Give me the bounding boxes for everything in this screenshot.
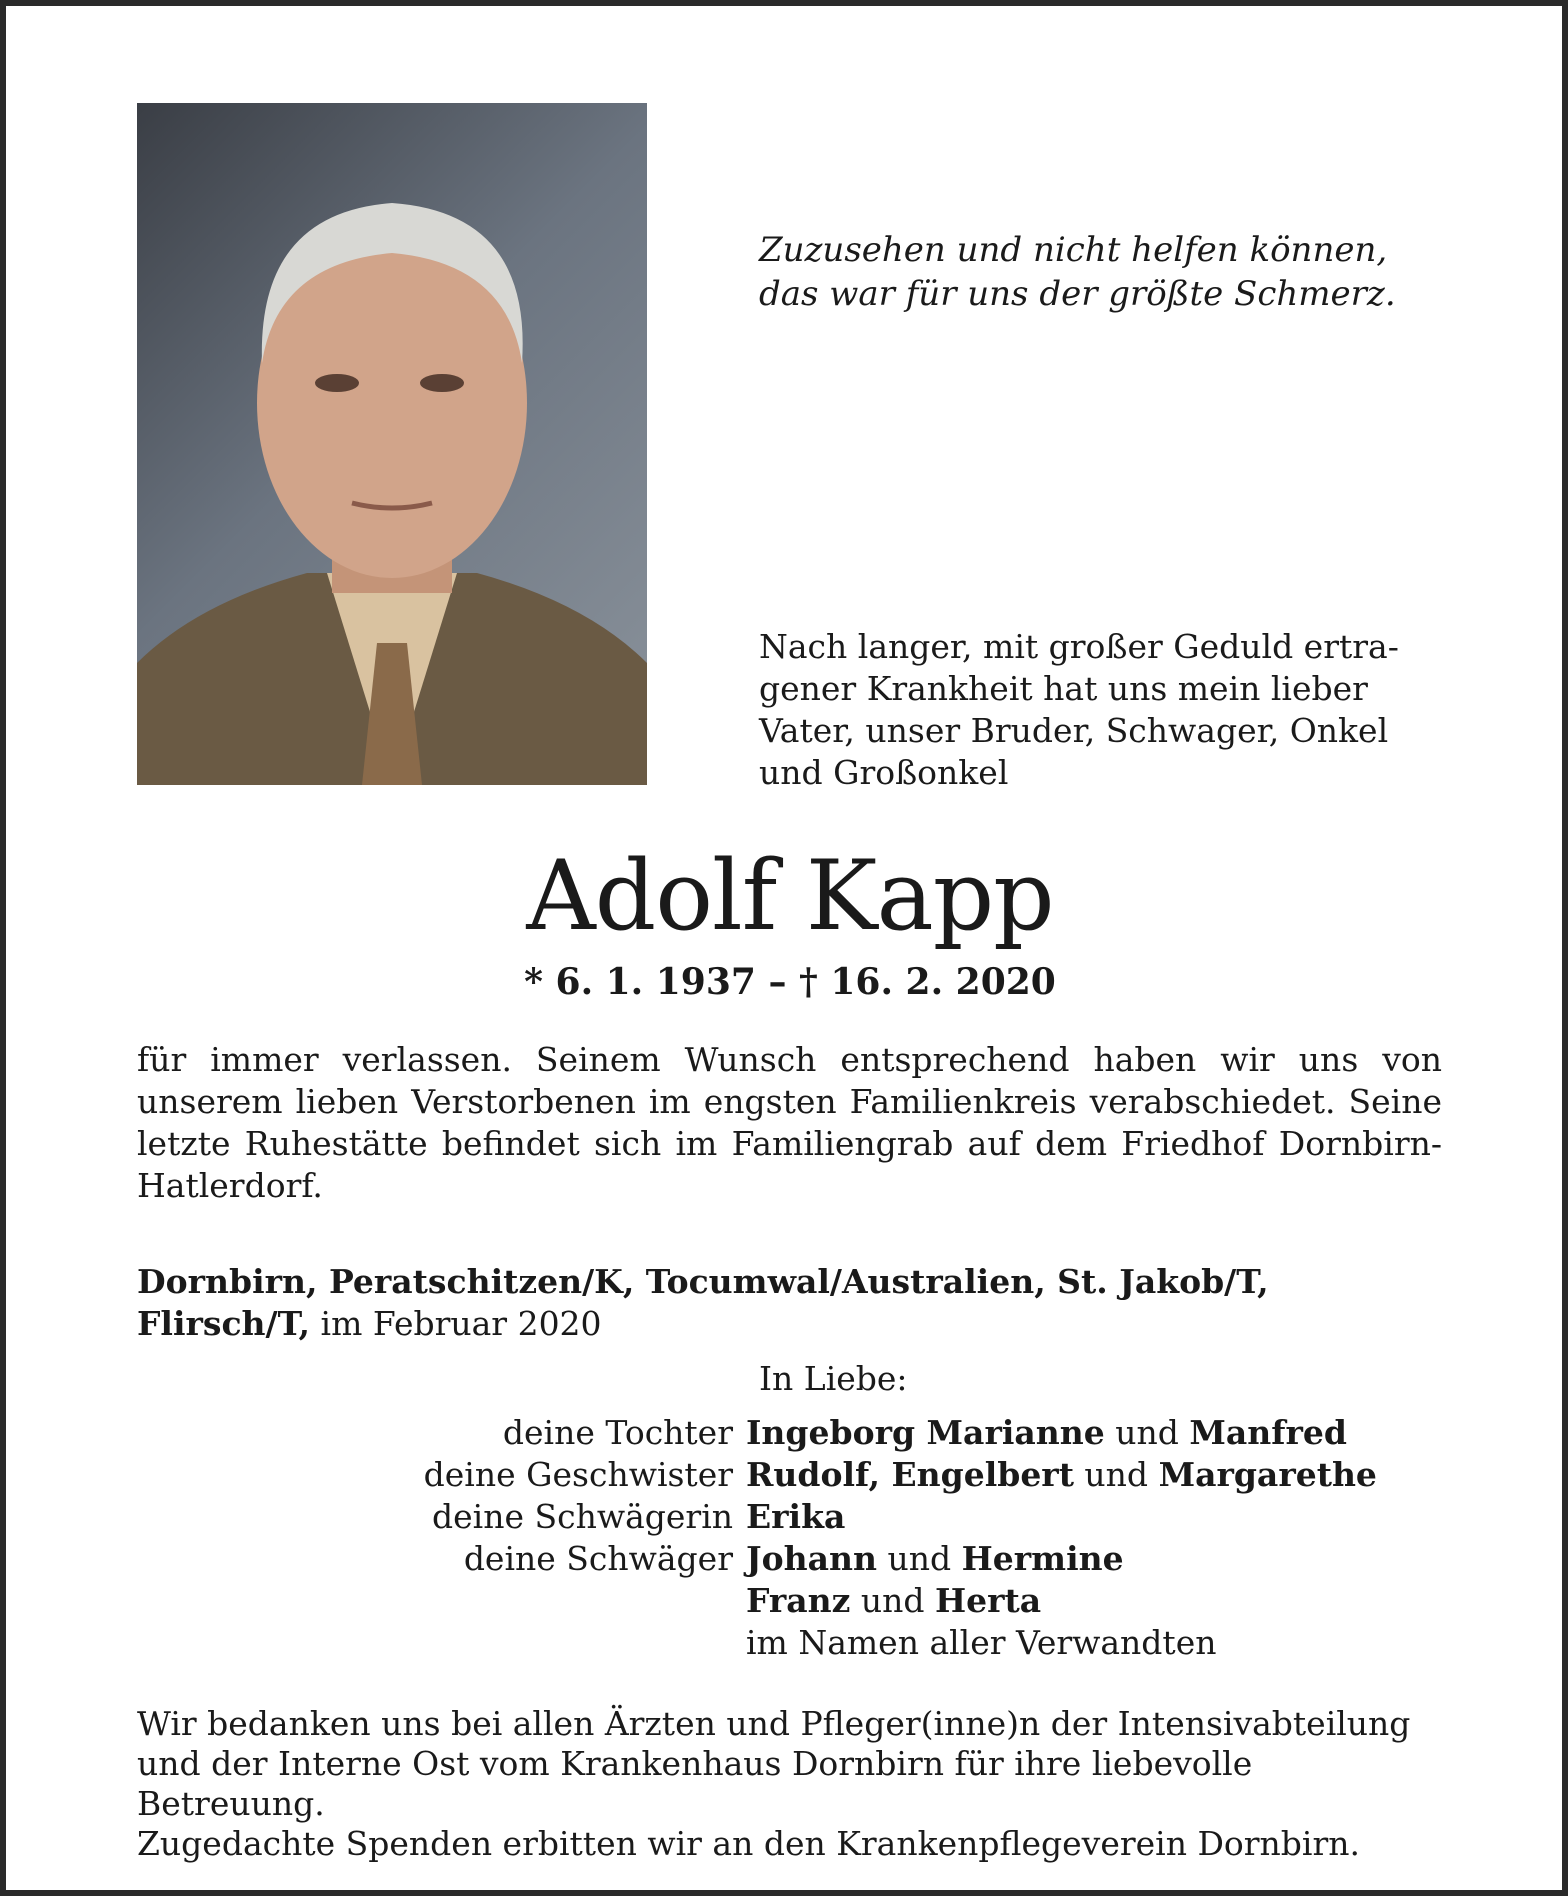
intro-line: und Großonkel bbox=[759, 753, 1009, 792]
family-row bbox=[6, 1496, 1377, 1538]
quote-line: das war für uns der größte Schmerz. bbox=[759, 274, 1396, 314]
family-name: Erika bbox=[746, 1497, 846, 1536]
family-list bbox=[6, 1412, 1377, 1664]
relation-label bbox=[6, 1622, 746, 1664]
places-bold: Flirsch/T, bbox=[137, 1304, 311, 1343]
family-name: Herta bbox=[934, 1581, 1042, 1620]
date-text: im Februar 2020 bbox=[310, 1304, 602, 1343]
family-name: Franz bbox=[746, 1581, 851, 1620]
in-liebe: In Liebe: bbox=[759, 1359, 908, 1398]
thanks-text bbox=[137, 1704, 1442, 1864]
places-bold: Dornbirn, Peratschitzen/K, Tocumwal/Australien, St. Jakob/T, bbox=[137, 1262, 1269, 1301]
places-line bbox=[137, 1261, 1269, 1345]
family-row bbox=[6, 1538, 1377, 1580]
relation-label: deine Geschwister bbox=[423, 1455, 733, 1494]
connector: und bbox=[1104, 1413, 1190, 1452]
family-row bbox=[6, 1580, 1377, 1622]
intro-line: gener Krankheit hat uns mein lieber bbox=[759, 669, 1368, 708]
intro-line: Nach langer, mit großer Geduld ertra- bbox=[759, 627, 1399, 666]
intro-line: Vater, unser Bruder, Schwager, Onkel bbox=[759, 711, 1389, 750]
portrait-photo bbox=[137, 103, 647, 785]
deceased-name: Adolf Kapp bbox=[526, 840, 1054, 952]
family-name: Ingeborg Marianne bbox=[746, 1413, 1105, 1452]
family-name: Hermine bbox=[961, 1539, 1124, 1578]
body-text: für immer verlassen. Seinem Wunsch entsprechend haben wir uns von unserem lieben Verstorbenen im engsten Familienkreis verabschiedet. Seine letzte Ruhestätte befindet sich im Familiengrab auf dem Friedhof Dornbirn-Hatlerdorf. bbox=[137, 1040, 1442, 1205]
relation-label: deine Schwäger bbox=[463, 1539, 733, 1578]
connector: und bbox=[1073, 1455, 1159, 1494]
quote-line: Zuzusehen und nicht helfen können, bbox=[759, 230, 1388, 270]
family-row bbox=[6, 1454, 1377, 1496]
family-name: Johann bbox=[746, 1539, 877, 1578]
family-name: Rudolf, Engelbert bbox=[746, 1455, 1074, 1494]
relation-label: deine Schwägerin bbox=[432, 1497, 733, 1536]
connector: und bbox=[877, 1539, 962, 1578]
family-row bbox=[6, 1412, 1377, 1454]
intro-paragraph bbox=[759, 626, 1442, 794]
thanks-line: Zugedachte Spenden erbitten wir an den Krankenpflegeverein Dornbirn. bbox=[137, 1824, 1360, 1863]
relation-label bbox=[6, 1580, 746, 1622]
obituary-page bbox=[6, 6, 1562, 1890]
connector: und bbox=[850, 1581, 935, 1620]
relatives-note: im Namen aller Verwandten bbox=[746, 1623, 1217, 1662]
thanks-line: Wir bedanken uns bei allen Ärzten und Pfleger(inne)n der Intensivabteilung bbox=[137, 1704, 1411, 1743]
relation-label: deine Tochter bbox=[502, 1413, 733, 1452]
thanks-line: und der Interne Ost vom Krankenhaus Dornbirn für ihre liebevolle Betreuung. bbox=[137, 1744, 1253, 1823]
family-name: Manfred bbox=[1189, 1413, 1347, 1452]
life-dates: * 6. 1. 1937 – † 16. 2. 2020 bbox=[524, 961, 1056, 1003]
quote bbox=[759, 228, 1396, 316]
family-row bbox=[6, 1622, 1377, 1664]
family-name: Margarethe bbox=[1158, 1455, 1377, 1494]
